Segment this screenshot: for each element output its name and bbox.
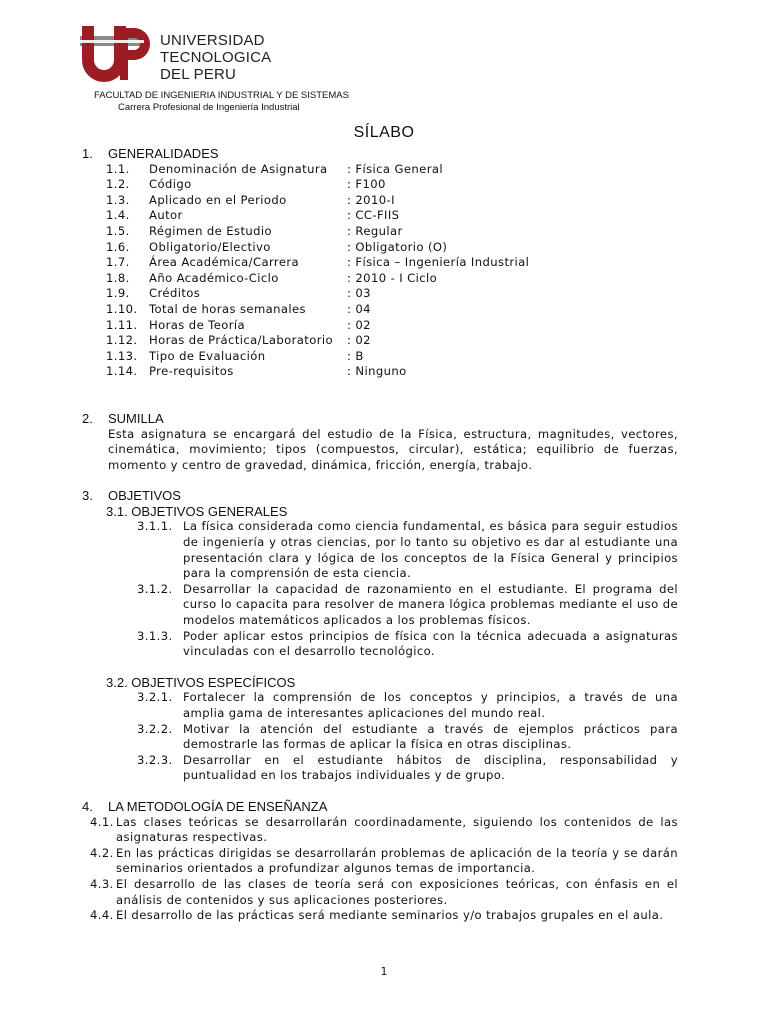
- document-body: [82, 146, 678, 924]
- item-number: 4.2.: [90, 845, 114, 860]
- objetivos-especificos-list: [82, 690, 678, 784]
- row-value: : Física – Ingeniería Industrial: [347, 255, 530, 270]
- subsection-heading-generales: 3.1. OBJETIVOS GENERALES: [106, 503, 288, 519]
- section-number: 3.: [82, 488, 93, 504]
- university-logo: [80, 24, 290, 88]
- row-value: : CC-FIIS: [347, 208, 400, 223]
- row-number: 1.14.: [106, 364, 138, 379]
- item-text: Desarrollar la capacidad de razonamiento en el estudiante. El programa del curso lo capacita para resolver de manera lógica problemas mediante el uso de modelos matemáticos aplicados a los problemas físicos.: [183, 581, 678, 628]
- generalidades-row: [106, 224, 678, 240]
- section-title: GENERALIDADES: [108, 146, 219, 161]
- item-text: Poder aplicar estos principios de física con la técnica adecuada a asignaturas vinculadas con el desarrollo tecnológico.: [183, 628, 678, 659]
- row-value: : F100: [347, 177, 386, 192]
- row-number: 1.1.: [106, 161, 130, 176]
- item-number: 3.2.2.: [137, 721, 173, 736]
- item-number: 3.1.3.: [137, 628, 173, 643]
- objetivo-especifico-item: [137, 722, 678, 753]
- row-label: Año Académico-Ciclo: [149, 270, 279, 285]
- row-label: Área Académica/Carrera: [149, 255, 300, 270]
- row-number: 1.5.: [106, 223, 130, 238]
- metodologia-item: [90, 846, 678, 877]
- objetivo-general-item: [137, 519, 678, 581]
- row-label: Horas de Teoría: [149, 317, 246, 332]
- sumilla-text: Esta asignatura se encargará del estudio de la Física, estructura, magnitudes, vectores, cinemática, movimiento; tipos (compuestos, circular), estática; equilibrio de fuerzas, momento y centro de gravedad, dinámica, fricción, energía, trabajo.: [108, 426, 678, 472]
- section-number: 2.: [82, 410, 93, 426]
- generalidades-row: [106, 162, 678, 178]
- generalidades-row: [106, 271, 678, 287]
- generalidades-row: [106, 255, 678, 271]
- logo-line: UNIVERSIDAD: [160, 32, 265, 49]
- item-text: Fortalecer la comprensión de los conceptos y principios, a través de una amplia gama de interesantes aplicaciones del mundo real.: [183, 690, 678, 720]
- metodologia-list: [82, 815, 678, 924]
- item-text: El desarrollo de las clases de teoría será con exposiciones teóricas, con énfasis en el análisis de contenidos y sus aplicaciones posteriores.: [116, 876, 678, 907]
- row-value: : Regular: [347, 223, 403, 238]
- row-label: Autor: [149, 208, 183, 223]
- item-number: 3.2.1.: [137, 690, 173, 705]
- row-number: 1.8.: [106, 270, 130, 285]
- faculty-name: FACULTAD DE INGENIERIA INDUSTRIAL Y DE SISTEMAS: [94, 90, 349, 101]
- row-value: : 2010-I: [347, 192, 395, 207]
- objetivos-generales-list: [82, 519, 678, 659]
- item-text: En las prácticas dirigidas se desarrollarán problemas de aplicación de la teoría y se darán seminarios orientados a profundizar algunos temas de importancia.: [116, 845, 678, 876]
- row-label: Aplicado en el Periodo: [149, 192, 287, 207]
- objetivo-general-item: [137, 629, 678, 660]
- row-number: 1.6.: [106, 239, 130, 254]
- item-number: 4.4.: [90, 908, 114, 923]
- row-value: : B: [347, 348, 364, 363]
- generalidades-row: [106, 193, 678, 209]
- row-number: 1.7.: [106, 255, 130, 270]
- logo-wordmark: [160, 32, 271, 83]
- row-number: 1.4.: [106, 208, 130, 223]
- section-heading-generalidades: [82, 146, 678, 162]
- faculty-block: [94, 90, 349, 114]
- section-number: 1.: [82, 146, 93, 161]
- logo-line: TECNOLOGICA: [160, 49, 272, 66]
- item-text: Las clases teóricas se desarrollarán coordinadamente, siguiendo los contenidos de las asignaturas respectivas.: [116, 814, 678, 845]
- row-value: : 02: [347, 333, 371, 348]
- row-value: : 03: [347, 286, 371, 301]
- section-title: OBJETIVOS: [108, 488, 181, 504]
- row-number: 1.10.: [106, 301, 138, 316]
- logo-line: DEL PERU: [160, 66, 237, 83]
- row-number: 1.13.: [106, 348, 138, 363]
- metodologia-item: [90, 908, 678, 924]
- item-number: 3.2.3.: [137, 752, 173, 767]
- item-text: Motivar la atención del estudiante a través de ejemplos prácticos para demostrarle las formas de aplicar la física en otras disciplinas.: [183, 721, 678, 752]
- generalidades-row: [106, 208, 678, 224]
- generalidades-row: [106, 240, 678, 256]
- row-number: 1.9.: [106, 286, 130, 301]
- generalidades-row: [106, 364, 678, 380]
- generalidades-row: [106, 333, 678, 349]
- row-label: Horas de Práctica/Laboratorio: [149, 333, 333, 348]
- item-number: 4.1.: [90, 814, 114, 829]
- row-number: 1.2.: [106, 177, 130, 192]
- career-name: Carrera Profesional de Ingeniería Industrial: [118, 102, 300, 113]
- item-number: 3.1.2.: [137, 581, 173, 596]
- section-heading-objetivos: [82, 488, 678, 504]
- row-label: Código: [149, 177, 192, 192]
- row-value: : 02: [347, 317, 371, 332]
- page-number: 1: [380, 965, 388, 978]
- utp-logo-icon: [80, 24, 156, 84]
- row-label: Denominación de Asignatura: [149, 161, 328, 176]
- item-text: La física considerada como ciencia fundamental, es básica para seguir estudios de ingeniería y otras ciencias, por lo tanto su objetivo es dar al estudiante una presentación clara y lógica de los conceptos de la Física General y principios para la comprensión de esta ciencia.: [183, 519, 678, 581]
- row-value: : Obligatorio (O): [347, 239, 448, 254]
- objetivo-especifico-item: [137, 690, 678, 721]
- generalidades-row: [106, 318, 678, 334]
- row-label: Total de horas semanales: [149, 301, 306, 316]
- row-number: 1.11.: [106, 317, 138, 332]
- section-title: SUMILLA: [108, 410, 164, 426]
- objetivo-especifico-item: [137, 753, 678, 784]
- metodologia-item: [90, 815, 678, 846]
- metodologia-item: [90, 877, 678, 908]
- row-label: Régimen de Estudio: [149, 223, 273, 238]
- section-heading-sumilla: [82, 411, 678, 427]
- item-number: 4.3.: [90, 876, 114, 891]
- item-text: El desarrollo de las prácticas será mediante seminarios y/o trabajos grupales en el aula.: [116, 908, 664, 923]
- subsection-heading-especificos: 3.2. OBJETIVOS ESPECÍFICOS: [106, 674, 296, 690]
- section-title: LA METODOLOGÍA DE ENSEÑANZA: [108, 798, 328, 814]
- row-label: Tipo de Evaluación: [149, 348, 266, 363]
- generalidades-row: [106, 349, 678, 365]
- row-value: : Física General: [347, 161, 443, 176]
- generalidades-table: [106, 162, 678, 380]
- section-heading-metodologia: [82, 799, 678, 815]
- generalidades-row: [106, 286, 678, 302]
- row-value: : 2010 - I Ciclo: [347, 270, 438, 285]
- page-title: SÍLABO: [353, 124, 415, 141]
- row-value: : Ninguno: [347, 364, 407, 379]
- row-label: Créditos: [149, 286, 201, 301]
- row-number: 1.12.: [106, 333, 138, 348]
- row-value: : 04: [347, 301, 371, 316]
- row-number: 1.3.: [106, 192, 130, 207]
- item-number: 3.1.1.: [137, 519, 173, 534]
- section-number: 4.: [82, 798, 93, 814]
- row-label: Obligatorio/Electivo: [149, 239, 271, 254]
- generalidades-row: [106, 302, 678, 318]
- generalidades-row: [106, 177, 678, 193]
- row-label: Pre-requisitos: [149, 364, 234, 379]
- item-text: Desarrollar en el estudiante hábitos de disciplina, responsabilidad y puntualidad en los trabajos individuales y de grupo.: [183, 752, 678, 783]
- objetivo-general-item: [137, 582, 678, 629]
